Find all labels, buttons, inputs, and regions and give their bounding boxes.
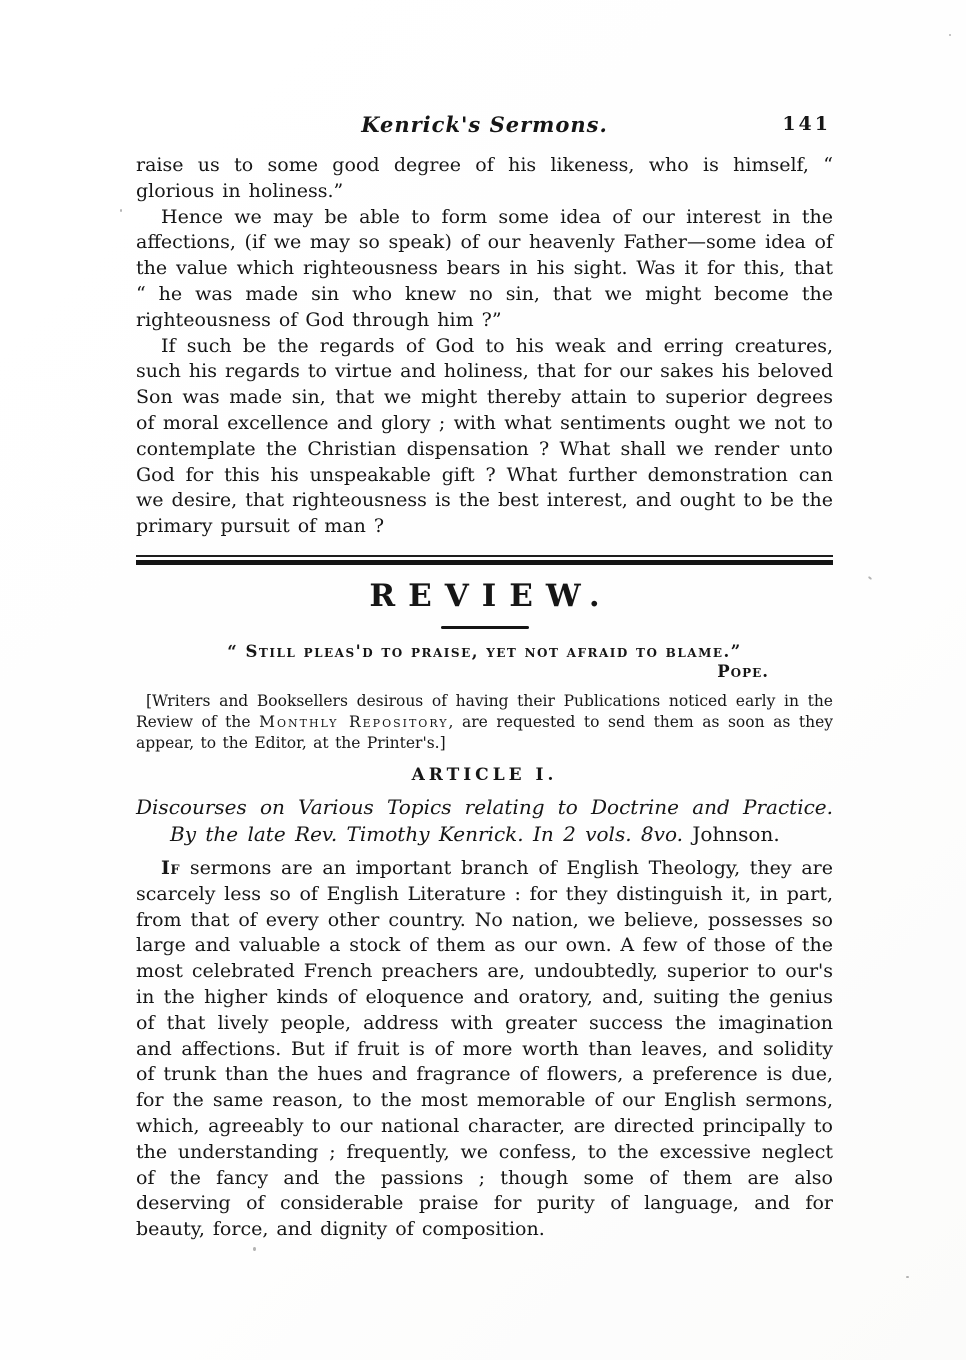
scan-speck: [253, 1247, 256, 1251]
scan-speck: [949, 34, 951, 36]
article-body-text: sermons are an important branch of English Theology, they are scarcely less so of English Literature : for they distinguish it, in part, from that of every other country. No nation, we believe, possesses so large and valuable a stock of them as our own. A few of those of the most celebrated French preachers are, undoubtedly, superior to our's in the higher kinds of eloquence and oratory, and, suiting the genius of that lively people, address with greater success the imagination and affections. But if fruit is of more worth than leaves, and solidity of trunk than the hues and fragrance of flowers, a preference is due, for the same reason, to the most memorable of our English sermons, which, agreeably to our national character, are directed principally to the understanding ; frequently, we confess, to the excessive neglect of the fancy and the passions ; though some of them are also deserving of considerable praise for purity of language, and for beauty, force, and dignity of composition.: [136, 856, 833, 1241]
sermon-paragraph-3: If such be the regards of God to his weak and erring creatures, such his regards to virtue and holiness, that for our sakes his beloved Son was made sin, that we might thereby attain to superior degrees of moral excellence and glory ; with what sentiments ought we not to contemplate the Christian dispensation ? What shall we render unto God for this his unspeakable gift ? What further demonstration can we desire, that righteousness is the best interest, and ought to be the primary pursuit of man ?: [136, 334, 833, 538]
article-heading: ARTICLE I.: [411, 764, 558, 785]
review-section-heading: REVIEW.: [369, 577, 613, 614]
sermon-paragraph-1: raise us to some good degree of his likeness, who is himself, “ glorious in holiness.”: [136, 154, 833, 202]
epigraph-quote: “ Still pleas'd to praise, yet not afraid to blame.”: [227, 641, 742, 661]
notice-journal-name: Monthly Repository: [259, 712, 449, 731]
article-publisher: Johnson.: [692, 822, 780, 847]
article-title: [136, 794, 833, 849]
scan-speck: [906, 1276, 909, 1278]
scan-speck: [868, 576, 872, 580]
epigraph-attribution: Pope.: [717, 661, 769, 681]
running-head: [136, 112, 833, 142]
notice-text-1: [Writers and Booksellers desirous of having their Publications noticed early in the Review of the: [136, 691, 833, 731]
running-head-title: Kenrick's Sermons.: [361, 112, 608, 137]
sermon-paragraph-2: Hence we may be able to form some idea of our interest in the affections, (if we may so speak) of our heavenly Father—some idea of the value which righteousness bears in his sight. Was it for this, that “ he was made sin who knew no sin, that we might become the righteousness of God through him ?”: [136, 205, 833, 331]
section-divider-rule: [136, 555, 833, 565]
short-rule: [441, 626, 529, 629]
scan-speck: [120, 209, 122, 212]
article-body-paragraph: [136, 856, 833, 1243]
sermon-excerpt: [136, 153, 833, 540]
text-column: [136, 112, 833, 1243]
article-title-italic: Discourses on Various Topics relating to Doctrine and Practice. By the late Rev. Timothy Kenrick. In 2 vols. 8vo.: [136, 794, 833, 847]
article-lead-word: If: [161, 856, 181, 879]
editorial-notice: [136, 691, 833, 754]
page-number: 141: [782, 113, 831, 135]
notice-text-2: , are requested to send them as soon as they appear, to the Editor, at the Printer's.]: [136, 712, 833, 752]
